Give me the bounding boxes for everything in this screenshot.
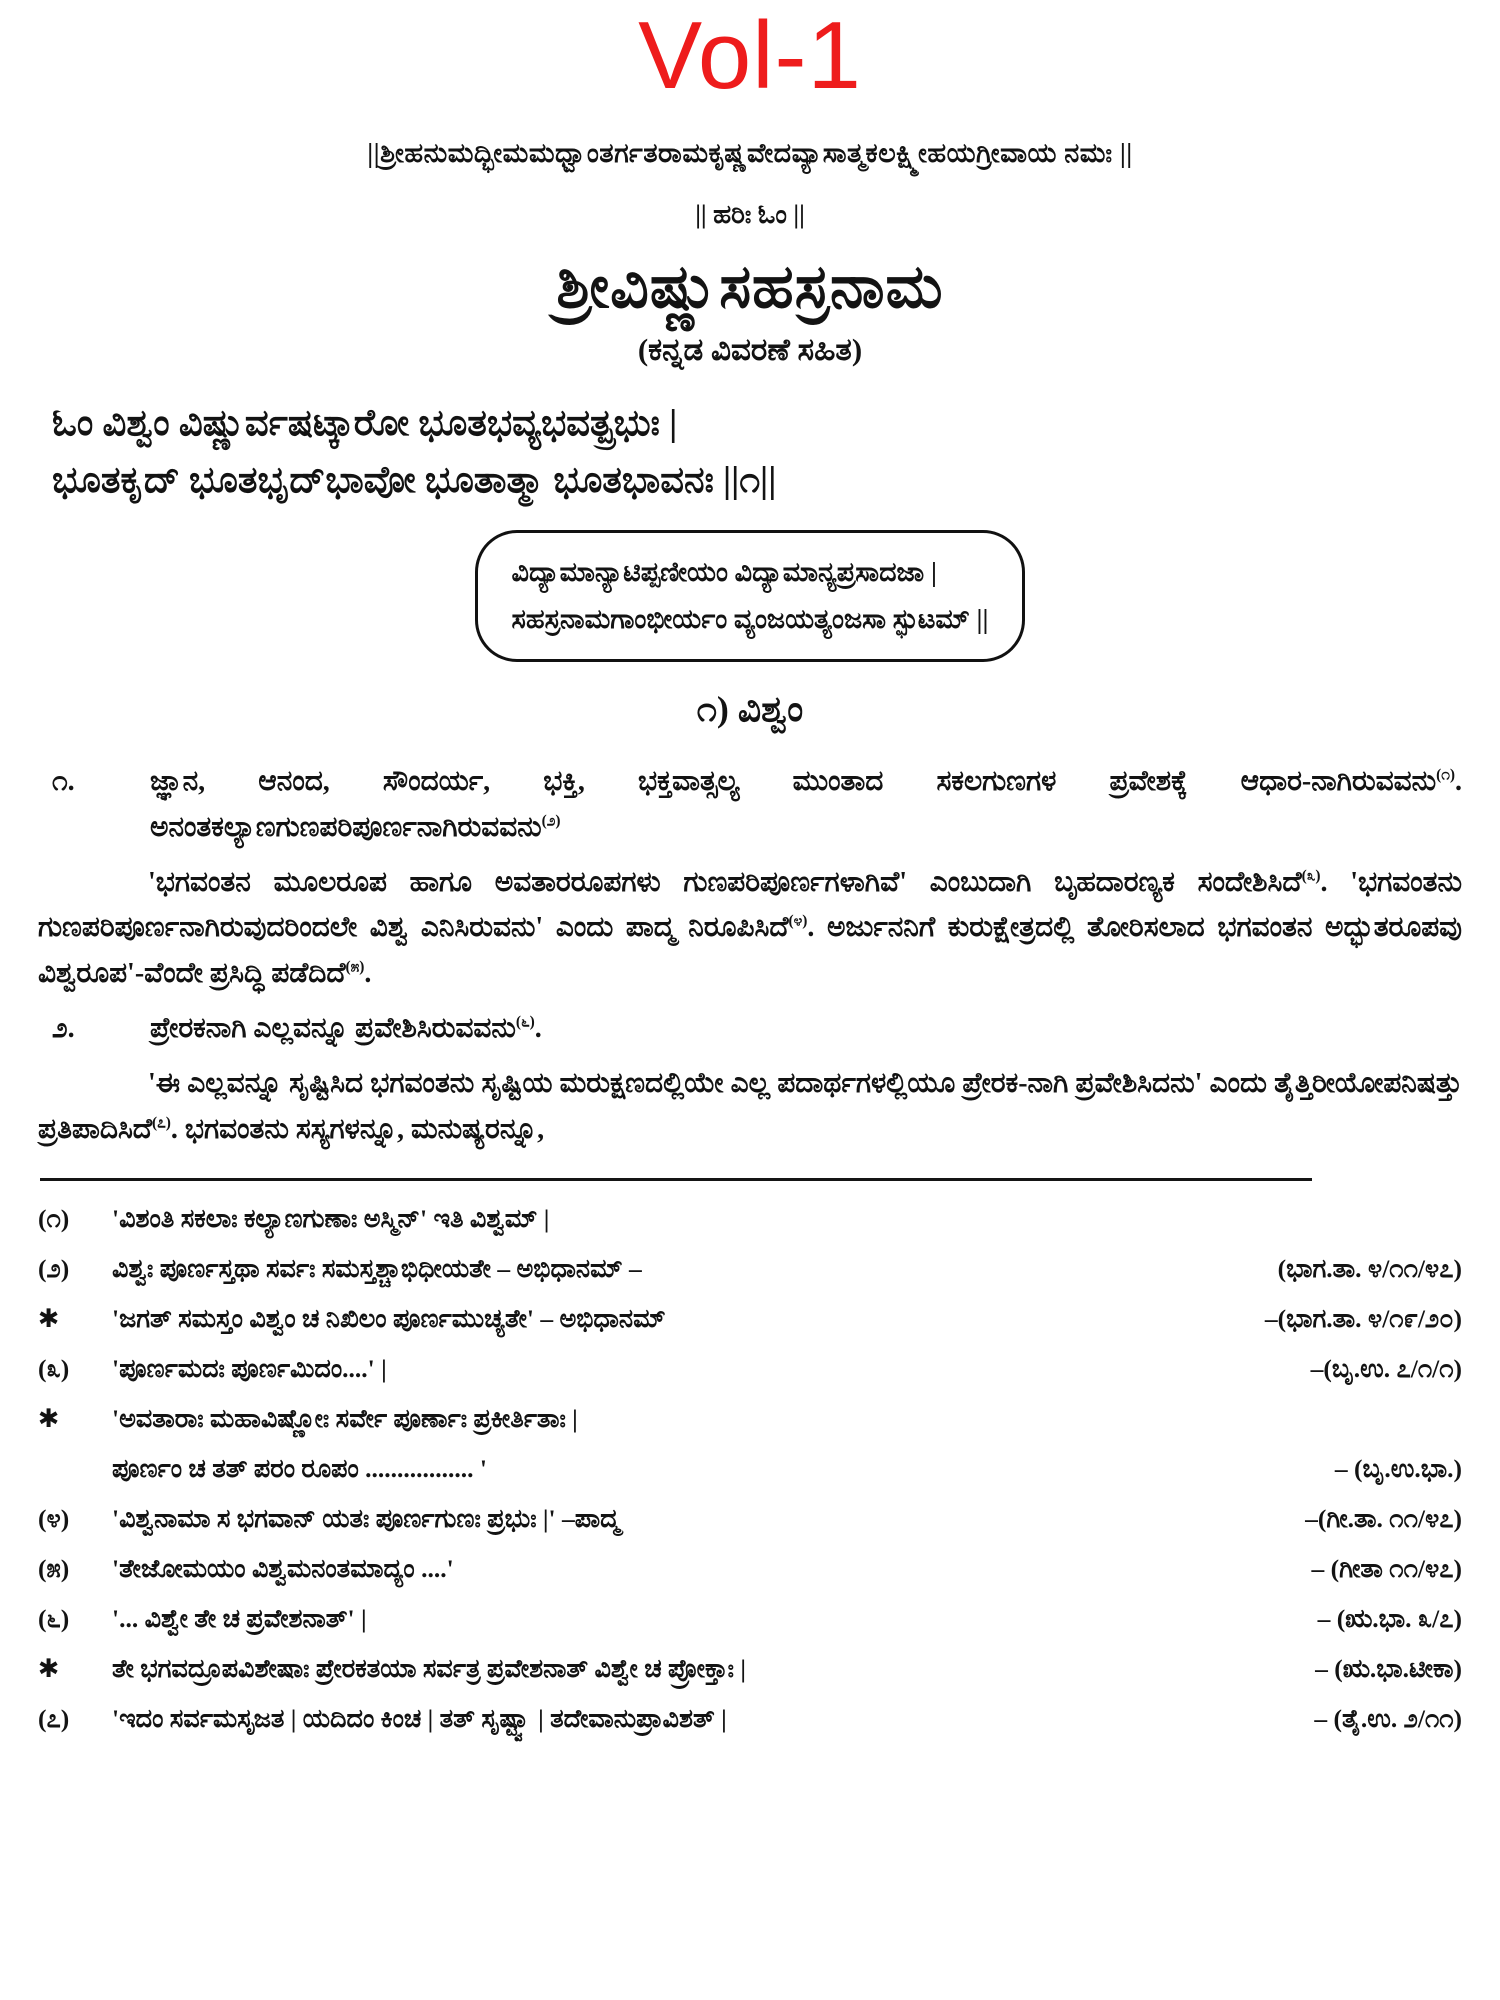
- footnote-source-ref: – (ಋ.ಭಾ. ೩/೭): [1317, 1603, 1462, 1633]
- footnote-text: 'ಇದಂ ಸರ್ವಮಸೃಜತ | ಯದಿದಂ ಕಿಂಚ | ತತ್ ಸೃಷ್ಟ್ವಾ | ತದೇವಾನುಪ್ರಾವಿಶತ್ |: [112, 1703, 727, 1733]
- footnotes-list: [38, 1201, 1462, 1738]
- footnote-reference: (೫): [345, 958, 365, 976]
- footnote-text: ತೇ ಭಗವದ್ರೂಪವಿಶೇಷಾಃ ಪ್ರೇರಕತಯಾ ಸರ್ವತ್ರ ಪ್ರವೇಶನಾತ್ ವಿಶ್ವೇ ಚ ಪ್ರೋಕ್ತಾಃ |: [112, 1653, 746, 1683]
- footnote-marker: (೫): [38, 1553, 70, 1583]
- footnote-star-marker: ✱: [38, 1403, 60, 1433]
- boxed-verse-line-1: ವಿದ್ಯಾಮಾನ್ಯಾಟಿಪ್ಪಣೀಯಂ ವಿದ್ಯಾಮಾನ್ಯಪ್ರಸಾದಜಾ |: [511, 556, 937, 587]
- volume-label: Vol-1: [638, 2, 862, 109]
- footnote-marker: (೪): [38, 1503, 70, 1533]
- footnote-source-ref: –(ಭಾಗ.ತಾ. ೪/೧೯/೨೦): [1264, 1304, 1462, 1333]
- section-heading: ೧) ವಿಶ್ವಂ: [696, 689, 804, 730]
- footnote-row: [38, 1701, 1462, 1738]
- footnote-row: [38, 1501, 1462, 1538]
- footnote-row: [38, 1551, 1462, 1588]
- footnote-text: 'ಜಗತ್ ಸಮಸ್ತಂ ವಿಶ್ವಂ ಚ ನಿಖಿಲಂ ಪೂರ್ಣಮುಚ್ಯತೇ' – ಅಭಿಧಾನಮ್: [112, 1304, 666, 1333]
- footnote-row: [38, 1651, 1462, 1688]
- footnote-row: [38, 1451, 1462, 1488]
- footnote-marker: (೨): [38, 1254, 70, 1284]
- paragraph-text: ಪ್ರೇರಕನಾಗಿ ಎಲ್ಲವನ್ನೂ ಪ್ರವೇಶಿಸಿರುವವನು$^{(೬)}$.: [150, 1012, 542, 1044]
- hari-om-line: || ಹರಿಃ ಓಂ ||: [695, 200, 805, 229]
- paragraph: [38, 759, 1462, 850]
- footnote-text: 'ಪೂರ್ಣಮದಃ ಪೂರ್ಣಮಿದಂ....' |: [112, 1353, 387, 1383]
- footnote-row: [38, 1401, 1462, 1438]
- footnote-source-ref: – (ಬೃ.ಉ.ಭಾ.): [1334, 1453, 1462, 1483]
- footnote-row: [38, 1601, 1462, 1638]
- footnote-text: 'ವಿಶಂತಿ ಸಕಲಾಃ ಕಲ್ಯಾಣಗುಣಾಃ ಅಸ್ಮಿನ್' ಇತಿ ವಿಶ್ವಮ್ |: [112, 1204, 550, 1234]
- shloka-line-1: ಓಂ ವಿಶ್ವಂ ವಿಷ್ಣುರ್ವಷಟ್ಕಾರೋ ಭೂತಭವ್ಯಭವತ್ಪ್ರಭುಃ |: [52, 403, 678, 444]
- page-subtitle: (ಕನ್ನಡ ವಿವರಣೆ ಸಹಿತ): [637, 332, 863, 367]
- paragraph: [38, 860, 1462, 996]
- shloka-line-2: ಭೂತಕೃದ್ ಭೂತಭೃದ್‌ಭಾವೋ ಭೂತಾತ್ಮಾ ಭೂತಭಾವನಃ ||೧||: [52, 460, 777, 502]
- body-paragraphs: [38, 759, 1462, 1152]
- paragraph-text: 'ಭಗವಂತನ ಮೂಲರೂಪ ಹಾಗೂ ಅವತಾರರೂಪಗಳು ಗುಣಪರಿಪೂರ್ಣಗಳಾಗಿವೆ' ಎಂಬುದಾಗಿ ಬೃಹದಾರಣ್ಯಕ ಸಂದೇಶಿಸಿದೆ$^{(೩)}$. 'ಭಗವಂತನು ಗುಣಪರಿಪೂರ್ಣನಾಗಿರುವುದರಿಂದಲೇ ವಿಶ್ವ ಎನಿಸಿರುವನು' ಎಂದು ಪಾದ್ಮ ನಿರೂಪಿಸಿದೆ$^{(೪)}$. ಅರ್ಜುನನಿಗೆ ಕುರುಕ್ಷೇತ್ರದಲ್ಲಿ ತೋರಿಸಲಾದ ಭಗವಂತನ ಅದ್ಭುತರೂಪವು ವಿಶ್ವರೂಪ'-ವೆಂದೇ ಪ್ರಸಿದ್ಧಿ ಪಡೆದಿದೆ$^{(೫)}$.: [38, 866, 1462, 989]
- footnote-text: ವಿಶ್ವಃ ಪೂರ್ಣಸ್ತಥಾ ಸರ್ವಃ ಸಮಸ್ತಶ್ಚಾಭಿಧೀಯತೇ – ಅಭಿಧಾನಮ್ –: [112, 1254, 642, 1284]
- footnote-row: [38, 1251, 1462, 1288]
- footnote-source-ref: – (ಗೀತಾ ೧೧/೪೭): [1311, 1553, 1462, 1583]
- footnote-marker: (೭): [38, 1703, 70, 1733]
- page-title: ಶ್ರೀವಿಷ್ಣುಸಹಸ್ರನಾಮ: [556, 254, 944, 320]
- paragraph: [38, 1061, 1462, 1152]
- footnote-source-ref: (ಭಾಗ.ತಾ. ೪/೧೧/೪೭): [1277, 1254, 1462, 1284]
- footnote-star-marker: ✱: [38, 1653, 60, 1683]
- footnote-source-ref: – (ಋ.ಭಾ.ಟೀಕಾ): [1315, 1653, 1462, 1683]
- footnote-reference: (೪): [788, 912, 808, 930]
- invocation-line: ||ಶ್ರೀಹನುಮದ್ಭೀಮಮಧ್ವಾಂತರ್ಗತರಾಮಕೃಷ್ಣವೇದವ್ಯಾಸಾತ್ಮಕಲಕ್ಷ್ಮೀಹಯಗ್ರೀವಾಯ ನಮಃ ||: [367, 138, 1133, 168]
- footnote-reference: (೩): [1301, 867, 1321, 885]
- footnote-text: 'ವಿಶ್ವನಾಮಾ ಸ ಭಗವಾನ್ ಯತಃ ಪೂರ್ಣಗುಣಃ ಪ್ರಭುಃ |' –ಪಾದ್ಮ: [112, 1503, 621, 1533]
- footnote-text: 'ತೇಜೋಮಯಂ ವಿಶ್ವಮನಂತಮಾದ್ಯಂ ....': [112, 1553, 454, 1583]
- footnote-row: [38, 1351, 1462, 1388]
- paragraph-text: ಜ್ಞಾನ, ಆನಂದ, ಸೌಂದರ್ಯ, ಭಕ್ತಿ, ಭಕ್ತವಾತ್ಸಲ್ಯ ಮುಂತಾದ ಸಕಲಗುಣಗಳ ಪ್ರವೇಶಕ್ಕೆ ಆಧಾರ-ನಾಗಿರುವವನು$^{(೧)}$. ಅನಂತಕಲ್ಯಾಣಗುಣಪರಿಪೂರ್ಣನಾಗಿರುವವನು$^{(೨)}$: [150, 766, 1462, 843]
- footnote-reference: (೬): [515, 1013, 535, 1031]
- boxed-verse: [475, 530, 1026, 663]
- footnote-text: 'ಅವತಾರಾಃ ಮಹಾವಿಷ್ಣೋಃ ಸರ್ವೇ ಪೂರ್ಣಾಃ ಪ್ರಕೀರ್ತಿತಾಃ |: [112, 1403, 578, 1433]
- footnote-marker: (೬): [38, 1603, 70, 1633]
- paragraph: [38, 1006, 1462, 1051]
- footnote-source-ref: –(ಗೀ.ತಾ. ೧೧/೪೭): [1305, 1503, 1462, 1533]
- footnote-row: [38, 1201, 1462, 1238]
- footnote-marker: (೧): [38, 1204, 70, 1234]
- footnote-row: [38, 1301, 1462, 1338]
- footnote-text: ಪೂರ್ಣಂ ಚ ತತ್ ಪರಂ ರೂಪಂ ................. ': [112, 1453, 487, 1483]
- footnote-source-ref: –(ಬೃ.ಉ. ೭/೧/೧): [1310, 1353, 1462, 1383]
- footnote-separator: [40, 1178, 1312, 1181]
- paragraph-number: ೧.: [52, 766, 75, 798]
- opening-shloka: [52, 395, 1500, 510]
- paragraph-text: 'ಈ ಎಲ್ಲವನ್ನೂ ಸೃಷ್ಟಿಸಿದ ಭಗವಂತನು ಸೃಷ್ಟಿಯ ಮರುಕ್ಷಣದಲ್ಲಿಯೇ ಎಲ್ಲ ಪದಾರ್ಥಗಳಲ್ಲಿಯೂ ಪ್ರೇರಕ-ನಾಗಿ ಪ್ರವೇಶಿಸಿದನು' ಎಂದು ತೈತ್ತಿರೀಯೋಪನಿಷತ್ತು ಪ್ರತಿಪಾದಿಸಿದೆ$^{(೭)}$. ಭಗವಂತನು ಸಸ್ಯಗಳನ್ನೂ, ಮನುಷ್ಯರನ್ನೂ,: [38, 1068, 1462, 1145]
- footnote-source-ref: – (ತೈ.ಉ. ೨/೧೧): [1314, 1703, 1462, 1733]
- paragraph-number: ೨.: [52, 1012, 75, 1044]
- footnote-reference: (೧): [1436, 766, 1455, 784]
- footnote-star-marker: ✱: [38, 1304, 60, 1333]
- boxed-verse-line-2: ಸಹಸ್ರನಾಮಗಾಂಭೀರ್ಯಂ ವ್ಯಂಜಯತ್ಯಂಜಸಾ ಸ್ಫುಟಮ್ ||: [511, 603, 989, 634]
- footnote-marker: (೩): [38, 1353, 70, 1383]
- footnote-reference: (೨): [541, 812, 561, 830]
- footnote-text: '... ವಿಶ್ವೇ ತೇ ಚ ಪ್ರವೇಶನಾತ್' |: [112, 1603, 367, 1633]
- footnote-reference: (೭): [152, 1114, 171, 1132]
